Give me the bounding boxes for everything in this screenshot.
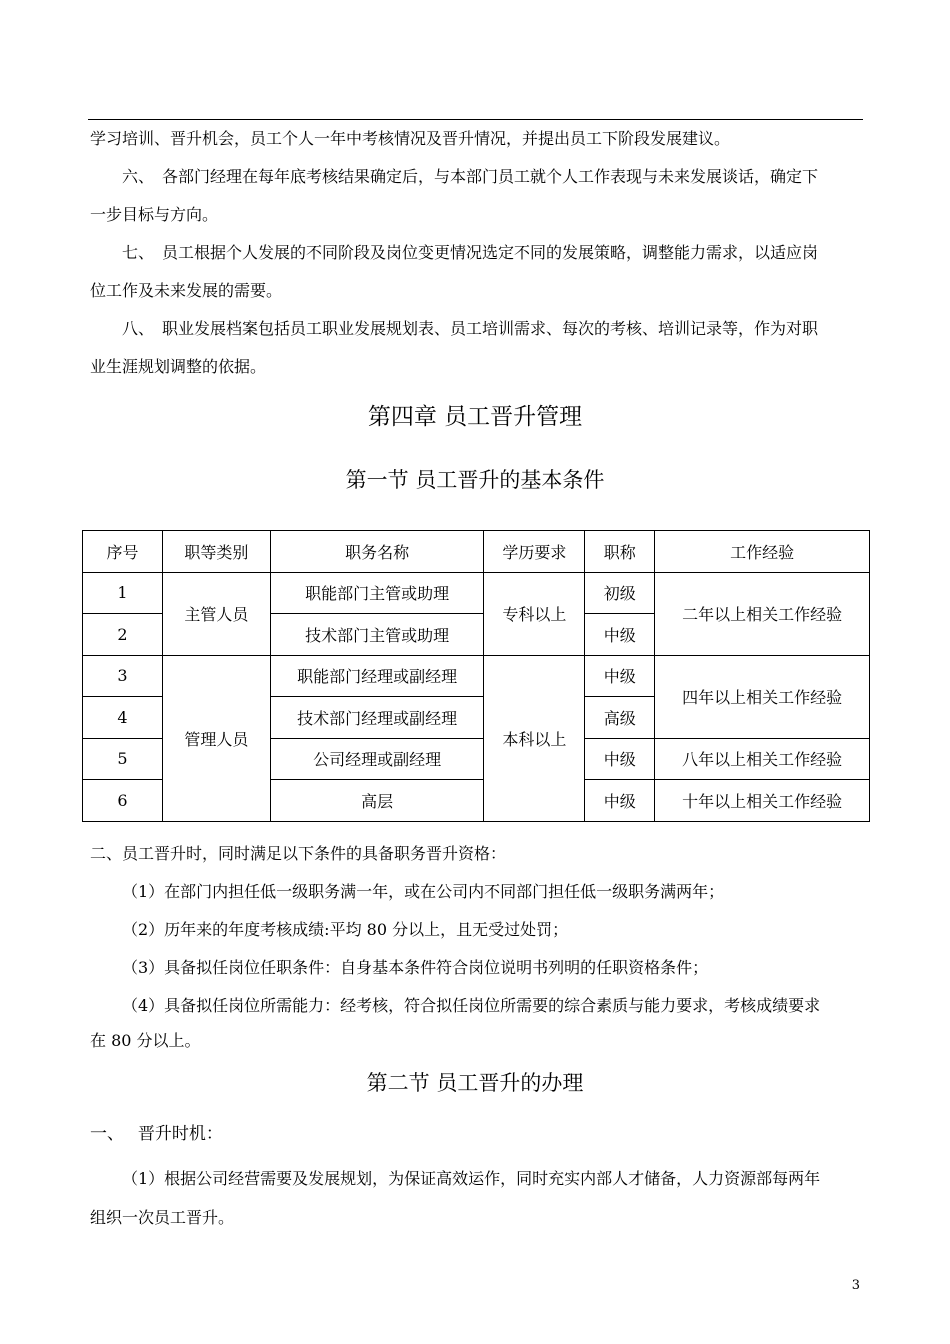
section-title: 第一节 员工晋升的基本条件 [345, 468, 605, 492]
paragraph-line: （2）历年来的年度考核成绩:平均 80 分以上，且无受过处罚； [122, 920, 569, 939]
header-cell: 职务名称 [270, 531, 484, 573]
title-cell: 中级 [585, 655, 655, 697]
header-cell: 工作经验 [655, 531, 870, 573]
category-cell: 管理人员 [162, 655, 270, 821]
paragraph-line: （4）具备拟任岗位所需能力：经考核，符合拟任岗位所需要的综合素质与能力要求，考核成绩要求 [122, 996, 821, 1015]
paragraph-line: 七、 员工根据个人发展的不同阶段及岗位变更情况选定不同的发展策略，调整能力需求，以适应岗 [122, 243, 819, 262]
number-cell: 2 [83, 614, 163, 656]
title-cell: 初级 [585, 572, 655, 614]
position-cell: 公司经理或副经理 [270, 738, 484, 780]
promotion-conditions-table [82, 530, 870, 822]
item-heading: 一、 晋升时机： [90, 1124, 223, 1144]
header-rule [88, 119, 863, 120]
header-cell: 学历要求 [484, 531, 585, 573]
number-cell: 1 [83, 572, 163, 614]
paragraph-line: 组织一次员工晋升。 [90, 1208, 235, 1227]
number-cell: 4 [83, 697, 163, 739]
experience-cell: 八年以上相关工作经验 [655, 738, 870, 780]
paragraph-line: （1）根据公司经营需要及发展规划，为保证高效运作，同时充实内部人才储备，人力资源部每两年 [122, 1169, 821, 1188]
paragraph-line: 学习培训、晋升机会，员工个人一年中考核情况及晋升情况，并提出员工下阶段发展建议。 [90, 129, 731, 148]
number-cell: 6 [83, 780, 163, 822]
header-cell: 序号 [83, 531, 163, 573]
header-cell: 职等类别 [162, 531, 270, 573]
title-cell: 中级 [585, 738, 655, 780]
chapter-title: 第四章 员工晋升管理 [367, 404, 583, 430]
paragraph-line: （1）在部门内担任低一级职务满一年，或在公司内不同部门担任低一级职务满两年； [122, 882, 725, 901]
position-cell: 高层 [270, 780, 484, 822]
position-cell: 技术部门主管或助理 [270, 614, 484, 656]
title-cell: 中级 [585, 614, 655, 656]
title-cell: 中级 [585, 780, 655, 822]
experience-cell: 十年以上相关工作经验 [655, 780, 870, 822]
paragraph-line: 六、 各部门经理在每年底考核结果确定后，与本部门员工就个人工作表现与未来发展谈话，确定下 [122, 167, 819, 186]
education-cell: 专科以上 [484, 572, 585, 655]
number-cell: 3 [83, 655, 163, 697]
table-row [83, 655, 870, 697]
education-cell: 本科以上 [484, 655, 585, 821]
position-cell: 技术部门经理或副经理 [270, 697, 484, 739]
paragraph-line: 二、员工晋升时，同时满足以下条件的具备职务晋升资格： [90, 844, 507, 863]
experience-cell: 四年以上相关工作经验 [655, 655, 870, 738]
table-header-row [83, 531, 870, 573]
paragraph-line: 位工作及未来发展的需要。 [90, 281, 283, 300]
paragraph-line: 一步目标与方向。 [90, 205, 219, 224]
position-cell: 职能部门主管或助理 [270, 572, 484, 614]
title-cell: 高级 [585, 697, 655, 739]
number-cell: 5 [83, 738, 163, 780]
header-cell: 职称 [585, 531, 655, 573]
page-number: 3 [851, 1278, 860, 1293]
paragraph-line: 在 80 分以上。 [90, 1031, 201, 1050]
position-cell: 职能部门经理或副经理 [270, 655, 484, 697]
paragraph-line: 八、 职业发展档案包括员工职业发展规划表、员工培训需求、每次的考核、培训记录等，作为对职 [122, 319, 819, 338]
paragraph-line: 业生涯规划调整的依据。 [90, 357, 267, 376]
section-title: 第二节 员工晋升的办理 [366, 1071, 584, 1095]
category-cell: 主管人员 [162, 572, 270, 655]
paragraph-line: （3）具备拟任岗位任职条件：自身基本条件符合岗位说明书列明的任职资格条件； [122, 958, 709, 977]
table-row [83, 572, 870, 614]
experience-cell: 二年以上相关工作经验 [655, 572, 870, 655]
